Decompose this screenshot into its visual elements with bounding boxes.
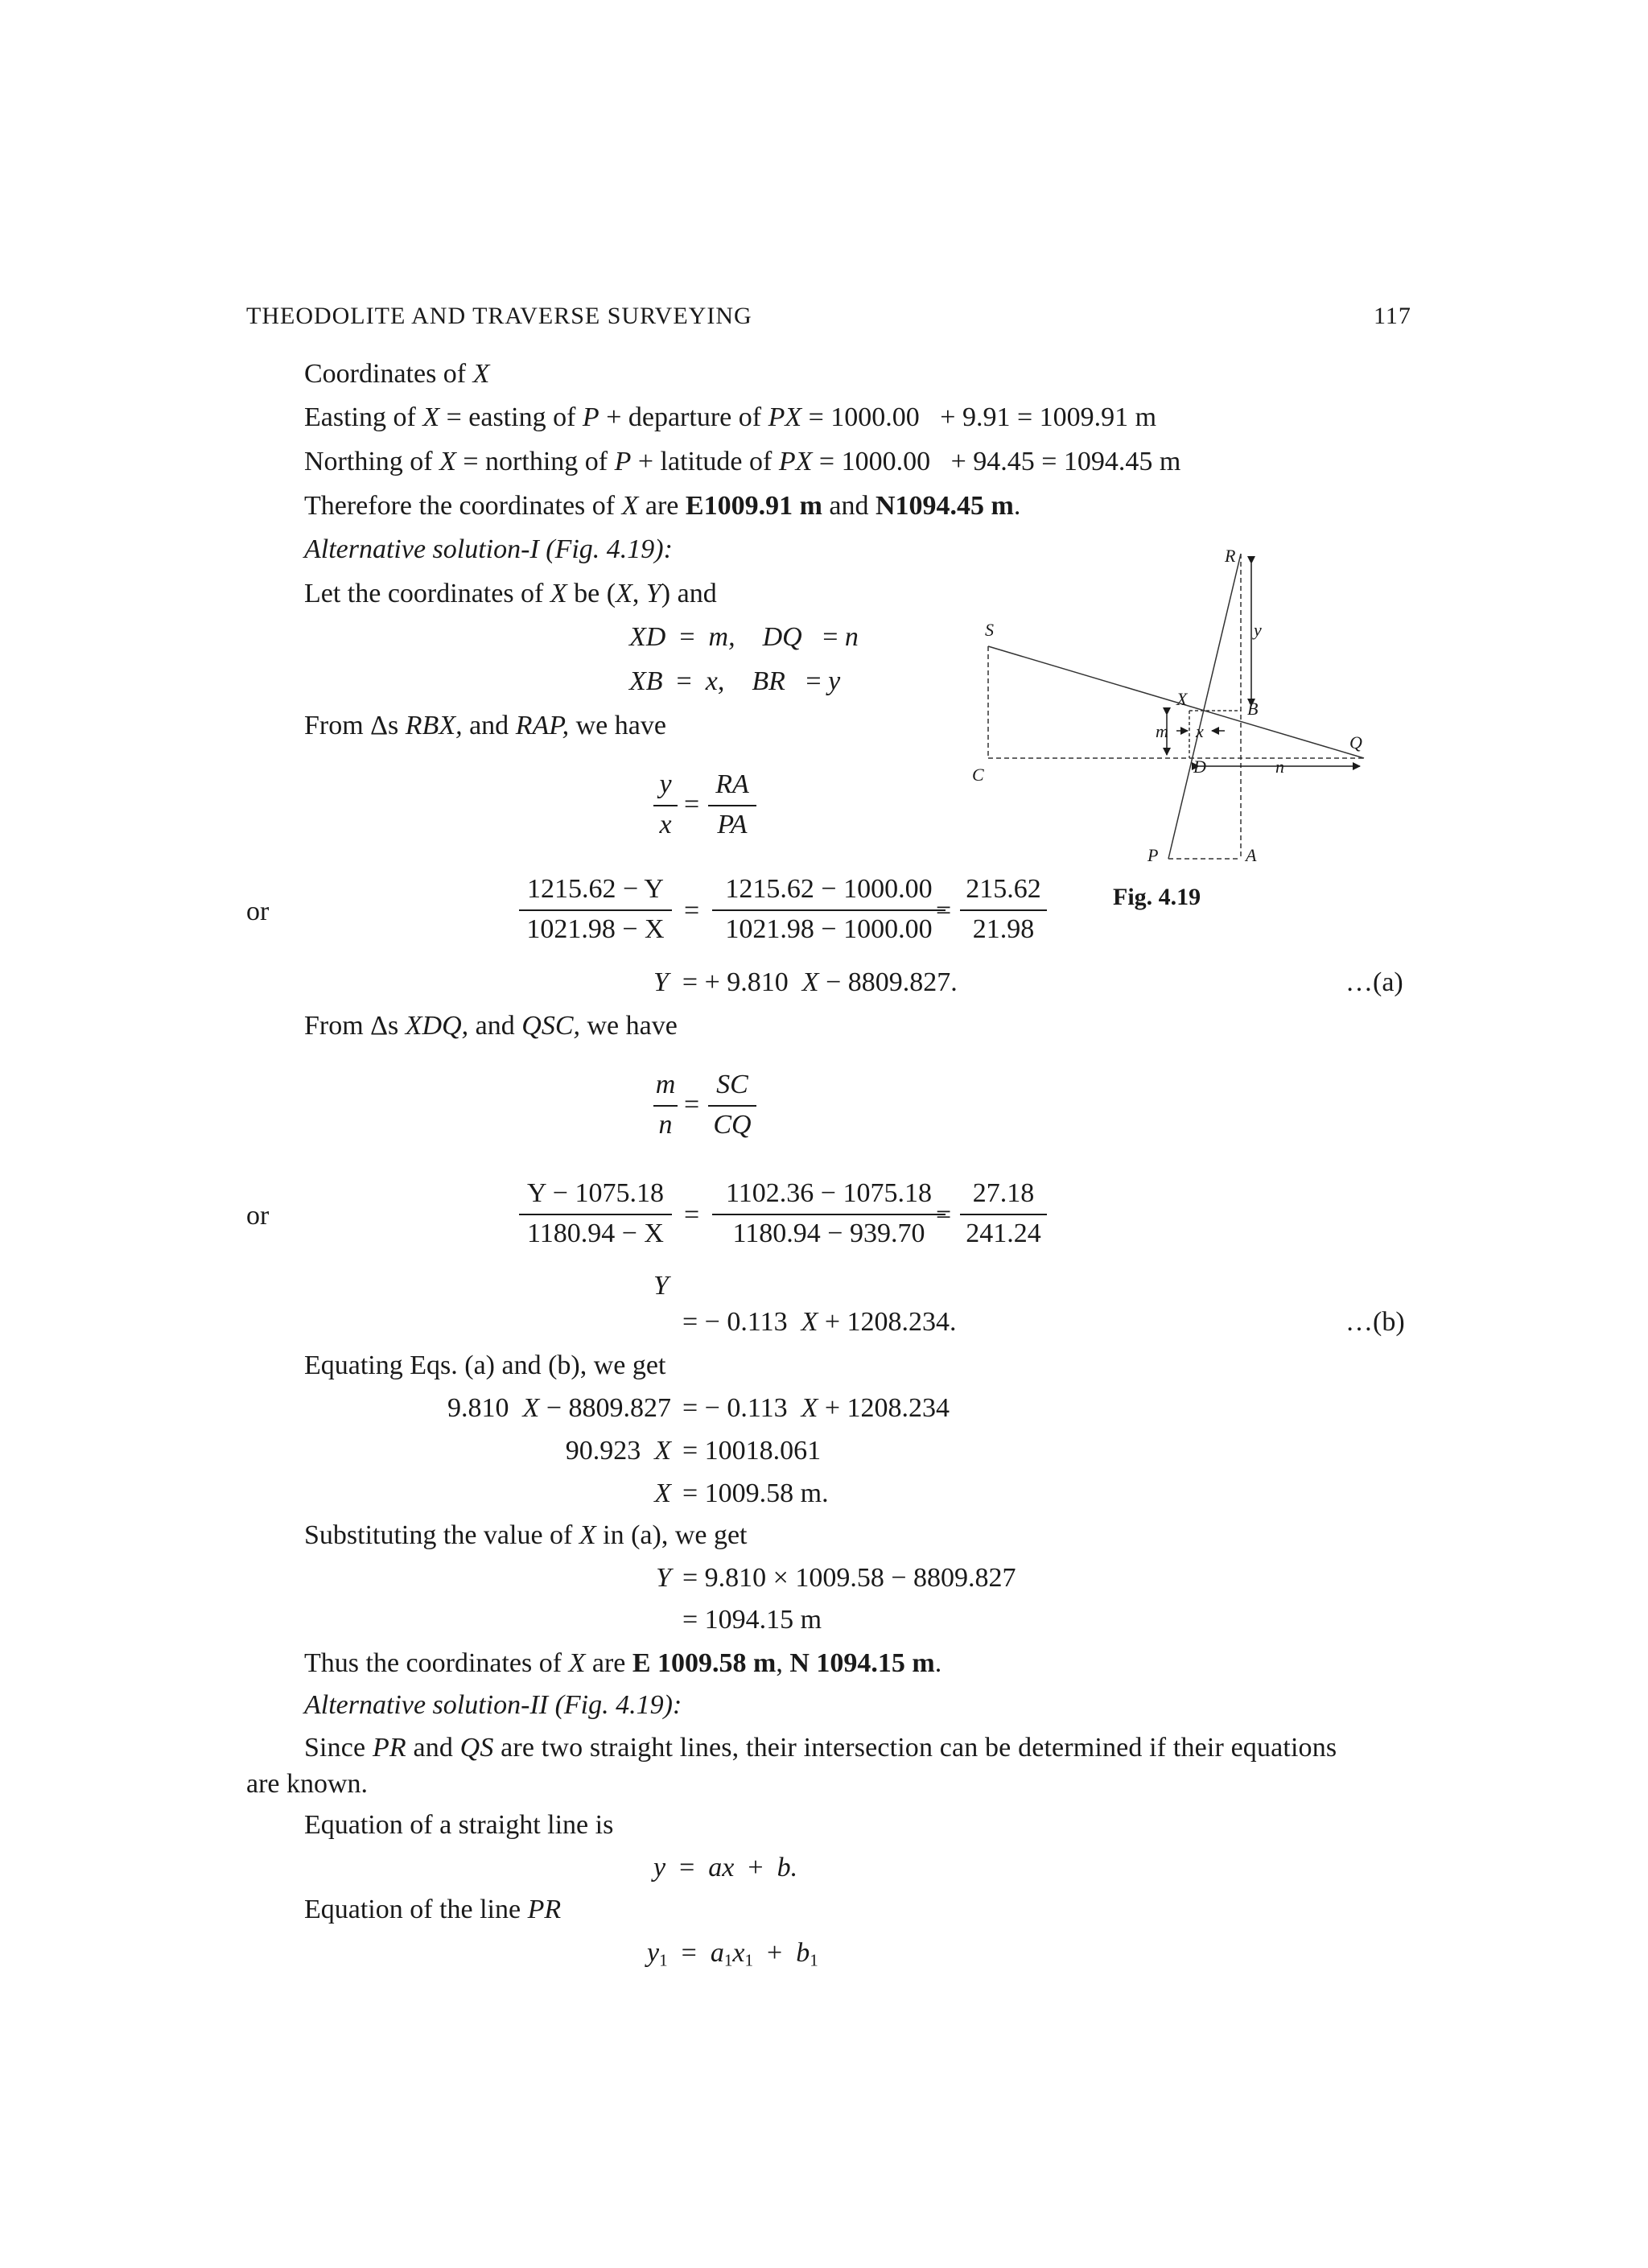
solve-line-3-right: = 1009.58 m. — [682, 1478, 829, 1508]
solve-line-2-right: = 10018.061 — [682, 1436, 822, 1466]
equation-straight-line-label: Equation of a straight line is — [304, 1810, 614, 1840]
fraction-b-3: 27.18 241.24 — [960, 1180, 1047, 1247]
therefore-line: Therefore the coordinates of X are E1009.91 m and N1094.45 m. — [304, 491, 1021, 521]
equation-a: Y = + 9.810 X − 8809.827. — [653, 967, 958, 997]
coords-heading: Coordinates of X — [304, 359, 490, 389]
fraction-b-1: Y − 1075.18 1180.94 − X — [519, 1180, 672, 1247]
equation-pr-label: Equation of the line PR — [304, 1895, 562, 1924]
label-b: B — [1247, 699, 1259, 719]
equation-label-a: …(a) — [1345, 967, 1403, 997]
equation-pr: $y_1 = a_1x_1 + b_1$ — [647, 1938, 818, 1970]
label-c: C — [972, 765, 984, 785]
fraction-y-over-x: y x — [653, 771, 678, 839]
equals-sign: = — [684, 1090, 700, 1120]
fraction-ra-over-pa: RA PA — [708, 771, 756, 839]
substituting-line: Substituting the value of X in (a), we get — [304, 1520, 748, 1550]
fraction-a-3: 215.62 21.98 — [960, 876, 1047, 943]
equals-sign: = — [684, 896, 700, 926]
label-a: A — [1246, 845, 1257, 865]
label-y: y — [1254, 620, 1262, 640]
fraction-a-2: 1215.62 − 1000.00 1021.98 − 1000.00 — [712, 876, 946, 943]
running-header: THEODOLITE AND TRAVERSE SURVEYING — [246, 303, 752, 329]
label-q: Q — [1349, 732, 1362, 753]
equation-y-ax-b: y = ax + b. — [653, 1853, 798, 1882]
substitution-line-1: = 9.810 × 1009.58 − 8809.827 — [682, 1563, 1016, 1593]
solve-line-1-left: 9.810 X − 8809.827 — [447, 1393, 671, 1423]
label-n: n — [1275, 757, 1284, 777]
equation-label-b: …(b) — [1345, 1307, 1405, 1337]
equals-sign: = — [684, 790, 700, 819]
solve-line-3-left: X — [654, 1478, 671, 1508]
northing-line: Northing of X = northing of P + latitude of PX = 1000.00 + 94.45 = 1094.45 m — [304, 447, 1181, 476]
thus-line: Thus the coordinates of X are E 1009.58 m, N 1094.15 m. — [304, 1648, 942, 1678]
equation-b-y: Y — [653, 1271, 669, 1301]
substitution-left: Y — [656, 1563, 671, 1593]
since-line: Since PR and QS are two straight lines, their intersection can be determined if their equations — [304, 1733, 1337, 1763]
label-m: m — [1156, 721, 1168, 741]
fraction-a-1: 1215.62 − Y 1021.98 − X — [519, 876, 672, 943]
label-x: x — [1196, 721, 1204, 741]
definition-line-2: XB = x, BR = y — [629, 666, 841, 696]
label-x-point: X — [1176, 689, 1188, 709]
from-triangles-1: From Δs RBX, and RAP, we have — [304, 711, 666, 740]
equals-sign: = — [936, 896, 952, 926]
let-coords-line: Let the coordinates of X be (X, Y) and — [304, 579, 717, 608]
or-label-2: or — [246, 1201, 270, 1231]
fraction-sc-over-cq: SC CQ — [708, 1071, 756, 1139]
figure-caption: Fig. 4.19 — [1113, 884, 1201, 910]
alt1-heading: Alternative solution-I (Fig. 4.19): — [304, 534, 673, 564]
equals-sign: = — [684, 1200, 700, 1230]
equating-line: Equating Eqs. (a) and (b), we get — [304, 1350, 666, 1380]
solve-line-2-left: 90.923 X — [565, 1436, 671, 1466]
solve-line-1-right: = − 0.113 X + 1208.234 — [682, 1393, 950, 1423]
alt2-heading: Alternative solution-II (Fig. 4.19): — [304, 1690, 682, 1720]
equals-sign: = — [936, 1200, 952, 1230]
label-s: S — [985, 620, 994, 640]
label-p: P — [1147, 845, 1159, 865]
page-number: 117 — [1374, 303, 1411, 329]
fraction-b-2: 1102.36 − 1075.18 1180.94 − 939.70 — [712, 1180, 946, 1247]
figure-4-19 — [966, 539, 1400, 877]
substitution-line-2: = 1094.15 m — [682, 1605, 822, 1635]
definition-line-1: XD = m, DQ = n — [629, 622, 859, 652]
equation-b: = − 0.113 X + 1208.234. — [682, 1307, 957, 1337]
label-d: D — [1193, 757, 1206, 777]
fraction-m-over-n: m n — [653, 1071, 678, 1139]
or-label-1: or — [246, 897, 270, 926]
easting-line: Easting of X = easting of P + departure of PX = 1000.00 + 9.91 = 1009.91 m — [304, 402, 1157, 432]
from-triangles-2: From Δs XDQ, and QSC, we have — [304, 1011, 678, 1041]
label-r: R — [1225, 546, 1236, 566]
since-continuation: are known. — [246, 1769, 369, 1799]
